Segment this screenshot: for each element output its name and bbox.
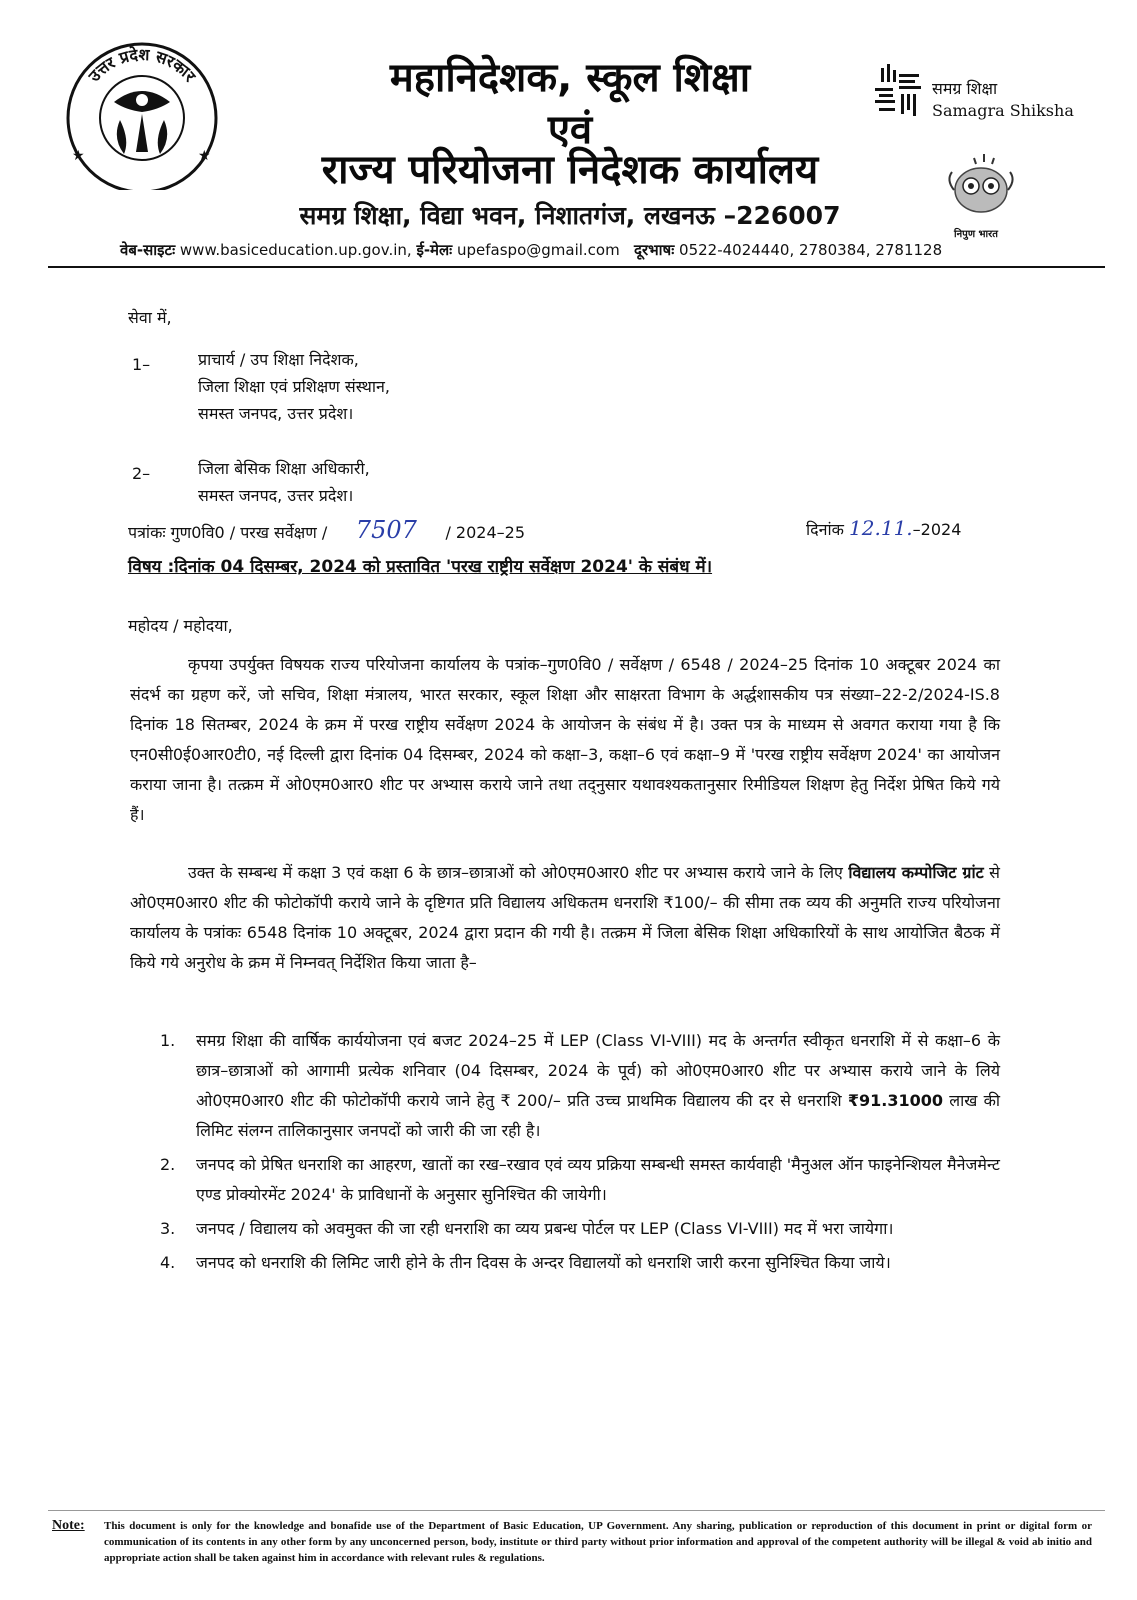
nipun-bharat-label: निपुण भारत — [954, 229, 998, 240]
contact-line — [120, 240, 1020, 260]
samagra-shiksha-hindi: समग्र शिक्षा — [932, 79, 998, 98]
seva-mein: सेवा में, — [128, 308, 172, 327]
recipient-line: जिला बेसिक शिक्षा अधिकारी, — [198, 459, 370, 478]
letter-subject: विषय :दिनांक 04 दिसम्बर, 2024 को प्रस्तावित 'परख राष्ट्रीय सर्वेक्षण 2024' के संबंध में। — [128, 557, 713, 577]
email-link[interactable]: upefaspo@gmail.com — [457, 241, 620, 259]
phone-numbers: 0522-4024440, 2780384, 2781128 — [679, 241, 943, 259]
list-item — [160, 1248, 1000, 1278]
recipient-line: समस्त जनपद, उत्तर प्रदेश। — [198, 486, 354, 505]
para2-text-a: उक्त के सम्बन्ध में कक्षा 3 एवं कक्षा 6 के छात्र–छात्राओं को ओ0एम0आर0 शीट पर अभ्यास कराये जाने के लिए — [188, 863, 849, 882]
para2-bold: विद्यालय कम्पोजिट ग्रांट — [848, 863, 984, 882]
list-item-text: जनपद को प्रेषित धनराशि का आहरण, खातों का रख–रखाव एवं व्यय प्रक्रिया सम्बन्धी समस्त कार्यवाही 'मैनुअल ऑन फाइनेन्शियल मैनेजमेन्ट एण्ड प्रोक्योरमेंट 2024' के प्राविधानों के अनुसार सुनिश्चित की जायेगी। — [196, 1155, 1000, 1204]
svg-text:★: ★ — [72, 148, 85, 164]
svg-text:★: ★ — [198, 148, 211, 164]
list-item-number: 4. — [160, 1253, 176, 1272]
body-paragraph-1: कृपया उपर्युक्त विषयक राज्य परियोजना कार्यालय के पत्रांक–गुण0वि0 / सर्वेक्षण / 6548 / 2024–25 दिनांक 10 अक्टूबर 2024 का संदर्भ का ग्रहण करें, जो सचिव, शिक्षा मंत्रालय, भारत सरकार, स्कूल शिक्षा और साक्षरता विभाग के अर्द्धशासकीय पत्र संख्या–22-2/2024-IS.8 दिनांक 18 सितम्बर, 2024 के क्रम में परख राष्ट्रीय सर्वेक्षण 2024 के आयोजन के संबंध में है। उक्त पत्र के माध्यम से अवगत कराया गया है कि एन0सी0ई0आर0टी0, नई दिल्ली द्वारा दिनांक 04 दिसम्बर, 2024 को कक्षा–3, कक्षा–6 एवं कक्षा–9 में 'परख राष्ट्रीय सर्वेक्षण 2024' का आयोजन कराया जाना है। तत्क्रम में ओ0एम0आर0 शीट पर अभ्यास कराये जाने तथा तद्नुसार यथावश्यकतानुसार रिमीडियल शिक्षण हेतु निर्देश प्रेषित किये गये हैं। — [130, 655, 1000, 824]
samagra-shiksha-english: Samagra Shiksha — [932, 101, 1074, 120]
website-link[interactable]: www.basiceducation.up.gov.in, — [179, 241, 412, 259]
recipient-line: जिला शिक्षा एवं प्रशिक्षण संस्थान, — [198, 377, 390, 396]
phone-label: दूरभाषः — [634, 241, 675, 259]
samagra-shiksha-label — [932, 78, 1074, 122]
letter-date — [806, 516, 961, 540]
footer-divider — [48, 1510, 1105, 1511]
list-item-number: 1. — [160, 1031, 176, 1050]
list-item-text-b: लाख की लिमिट संलग्न तालिकानुसार जनपदों को जारी की जा रही है। — [196, 1091, 1000, 1140]
recipient-block — [198, 346, 390, 427]
letter-reference — [128, 516, 525, 544]
svg-text:उत्तर प्रदेश सरकार: उत्तर प्रदेश सरकार — [84, 44, 200, 86]
handwritten-date: 12.11. — [849, 516, 913, 540]
date-year: –2024 — [912, 520, 962, 539]
note-text: This document is only for the knowledge and bonafide use of the Department of Basic Education, UP Government. Any sharing, publication or reproduction of this document in print or digital form or communication of its contents in any other form by any unconcerned person, body, institute or third party without prior information and approval of the competent authority will be illegal & void ab initio and appropriate action shall be taken against him in accordance with relevant rules & regulations. — [104, 1520, 1092, 1564]
header-divider — [48, 266, 1105, 268]
up-govt-emblem — [62, 40, 222, 190]
list-item-bold: ₹91.31000 — [847, 1091, 944, 1110]
recipient-line: प्राचार्य / उप शिक्षा निदेशक, — [198, 350, 359, 369]
handwritten-letter-number: 7507 — [355, 516, 417, 544]
recipient-number: 2– — [132, 464, 151, 483]
office-title-line3: राज्य परियोजना निदेशक कार्यालय — [321, 147, 819, 193]
website-label: वेब-साइटः — [120, 241, 176, 259]
body-paragraph-2 — [130, 858, 1000, 978]
para2-text-b: से ओ0एम0आर0 शीट की फोटोकॉपी कराये जाने के दृष्टिगत प्रति विद्यालय अधिकतम धनराशि ₹100/– की सीमा तक व्यय की अनुमति राज्य परियोजना कार्यालय के पत्रांकः 6548 दिनांक 10 अक्टूबर, 2024 द्वारा प्रदान की गयी है। तत्क्रम में जिला बेसिक शिक्षा अधिकारियों के साथ आयोजित बैठक में किये गये अनुरोध के क्रम में निम्नवत् निर्देशित किया जाता है– — [130, 863, 1000, 972]
samagra-shiksha-logo-icon — [875, 64, 925, 124]
list-item — [160, 1026, 1000, 1146]
patrank-suffix: / 2024–25 — [445, 523, 525, 542]
list-item — [160, 1214, 1000, 1244]
recipient-block — [198, 455, 370, 509]
nipun-bharat-logo-icon — [944, 150, 1018, 220]
patrank-prefix: पत्रांकः गुण0वि0 / परख सर्वेक्षण / — [128, 523, 328, 542]
office-title-line1: महानिदेशक, स्कूल शिक्षा — [389, 55, 751, 101]
list-item-text: जनपद / विद्यालय को अवमुक्त की जा रही धनराशि का व्यय प्रबन्ध पोर्टल पर LEP (Class VI-VIII) मद में भरा जायेगा। — [196, 1219, 894, 1238]
list-item-text — [196, 1026, 1000, 1146]
office-title-line2: एवं — [547, 107, 593, 153]
recipient-line: समस्त जनपद, उत्तर प्रदेश। — [198, 404, 354, 423]
salutation: महोदय / महोदया, — [128, 616, 233, 635]
list-item-number: 2. — [160, 1155, 176, 1174]
footer-note — [52, 1518, 1092, 1566]
list-item-text-a: समग्र शिक्षा की वार्षिक कार्ययोजना एवं बजट 2024–25 में LEP (Class VI-VIII) मद के अन्तर्गत स्वीकृत धनराशि में से कक्षा–6 के छात्र–छात्राओं को आगामी प्रत्येक शनिवार (04 दिसम्बर, 2024 के पूर्व) को ओ0एम0आर0 शीट पर अभ्यास कराये जाने के लिये ओ0एम0आर0 शीट की फोटोकॉपी कराये जाने हेतु ₹ 200/– प्रति उच्च प्राथमिक विद्यालय की दर से धनराशि — [196, 1031, 1000, 1110]
email-label: ई-मेलः — [416, 241, 453, 259]
date-label: दिनांक — [806, 520, 844, 539]
recipient-number: 1– — [132, 355, 151, 374]
note-label: Note: — [52, 1518, 85, 1533]
office-address: समग्र शिक्षा, विद्या भवन, निशातगंज, लखनऊ –226007 — [299, 201, 841, 230]
instruction-list — [160, 1026, 1000, 1282]
list-item-number: 3. — [160, 1219, 176, 1238]
list-item — [160, 1150, 1000, 1210]
list-item-text: जनपद को धनराशि की लिमिट जारी होने के तीन दिवस के अन्दर विद्यालयों को धनराशि जारी करना सुनिश्चित किया जाये। — [196, 1253, 891, 1272]
